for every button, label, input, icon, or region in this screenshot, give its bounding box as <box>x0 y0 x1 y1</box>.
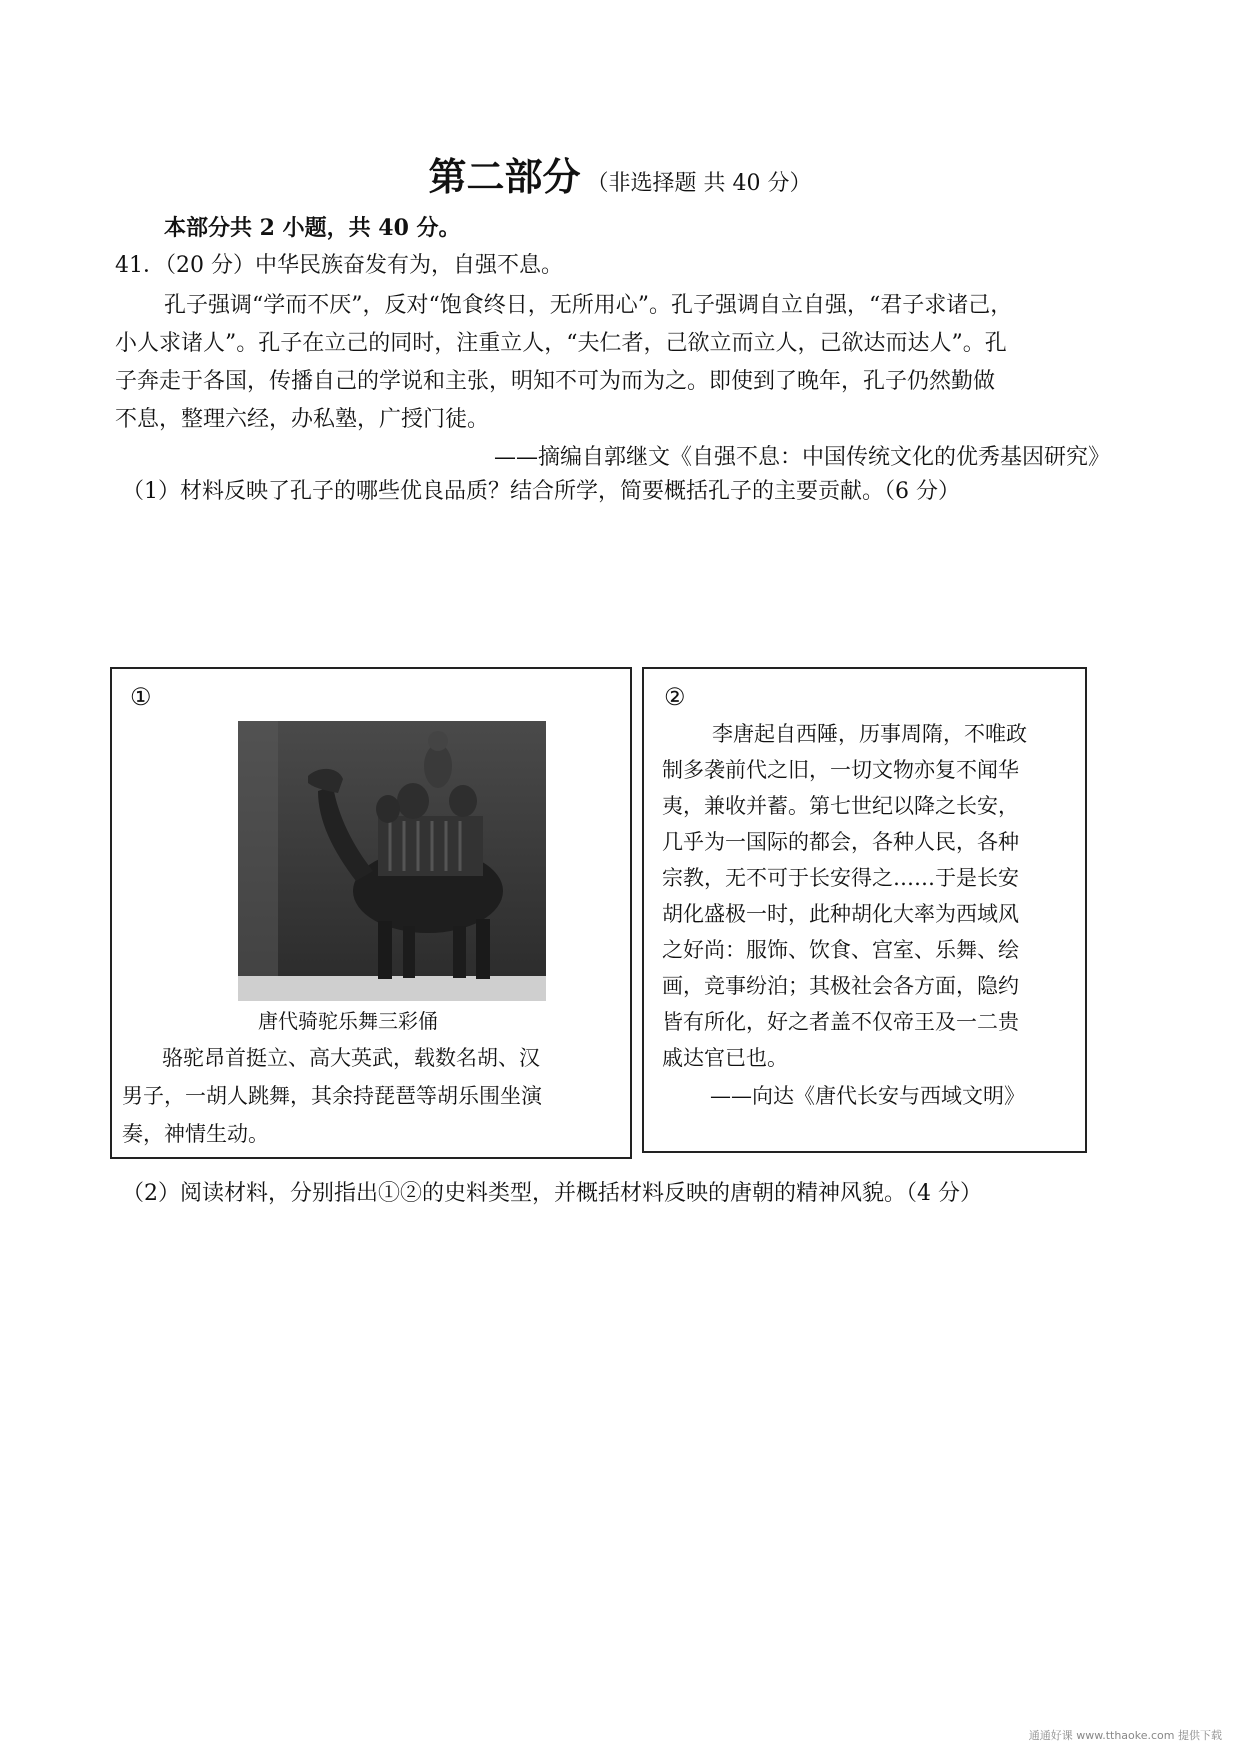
box2-line: 夷，兼收并蓄。第七世纪以降之长安， <box>662 794 1019 818</box>
figurine-description-line: 骆驼昂首挺立、高大英武，载数名胡、汉 <box>162 1046 540 1070</box>
box2-line: 宗教，无不可于长安得之……于是长安 <box>662 866 1019 890</box>
footer-watermark: 通通好课 www.tthaoke.com 提供下载 <box>1028 1729 1222 1742</box>
material-line: 小人求诸人”。孔子在立己的同时，注重立人，“夫仁者，己欲立而立人，己欲达而达人”。孔 <box>115 331 1007 356</box>
section-title <box>0 146 1240 201</box>
question-stem: 41．（20 分）中华民族奋发有为，自强不息。 <box>115 253 563 278</box>
box-marker: ① <box>130 683 152 711</box>
box2-line: 画，竞事纷泊；其极社会各方面，隐约 <box>662 974 1019 998</box>
box2-line: 皆有所化，好之者盖不仅帝王及一二贵 <box>662 1010 1019 1034</box>
box2-line: 李唐起自西陲，历事周隋，不唯政 <box>712 722 1027 746</box>
figurine-description-line: 男子，一胡人跳舞，其余持琵琶等胡乐围坐演 <box>122 1084 542 1108</box>
sub-question-1: （1）材料反映了孔子的哪些优良品质？结合所学，简要概括孔子的主要贡献。（6 分） <box>122 479 960 504</box>
box2-source: ——向达《唐代长安与西域文明》 <box>710 1084 1025 1108</box>
section-title-sub: （非选择题 共 40 分） <box>586 171 812 196</box>
box-marker: ② <box>664 683 686 711</box>
material-line: 子奔走于各国，传播自己的学说和主张，明知不可为而为之。即使到了晚年，孔子仍然勤做 <box>115 369 996 394</box>
material-source: ——摘编自郭继文《自强不息：中国传统文化的优秀基因研究》 <box>493 445 1110 470</box>
box2-line: 胡化盛极一时，此种胡化大率为西域风 <box>662 902 1019 926</box>
material-line: 不息，整理六经，办私塾，广授门徒。 <box>115 407 490 432</box>
section-intro: 本部分共 2 小题，共 40 分。 <box>164 215 461 241</box>
box2-line: 戚达官已也。 <box>662 1046 788 1070</box>
sub-question-2: （2）阅读材料，分别指出①②的史料类型，并概括材料反映的唐朝的精神风貌。（4 分） <box>122 1181 982 1206</box>
tricolor-camel-figurine-photo <box>238 721 546 1001</box>
box2-line: 之好尚：服饰、饮食、宫室、乐舞、绘 <box>662 938 1019 962</box>
figurine-description-line: 奏，神情生动。 <box>122 1122 269 1146</box>
figurine-caption: 唐代骑驼乐舞三彩俑 <box>258 1009 438 1033</box>
box2-line: 制多袭前代之旧，一切文物亦复不闻华 <box>662 758 1019 782</box>
section-title-main: 第二部分 <box>428 155 581 199</box>
material-line: 孔子强调“学而不厌”，反对“饱食终日，无所用心”。孔子强调自立自强，“君子求诸己， <box>164 293 1013 318</box>
box2-line: 几乎为一国际的都会，各种人民，各种 <box>662 830 1019 854</box>
